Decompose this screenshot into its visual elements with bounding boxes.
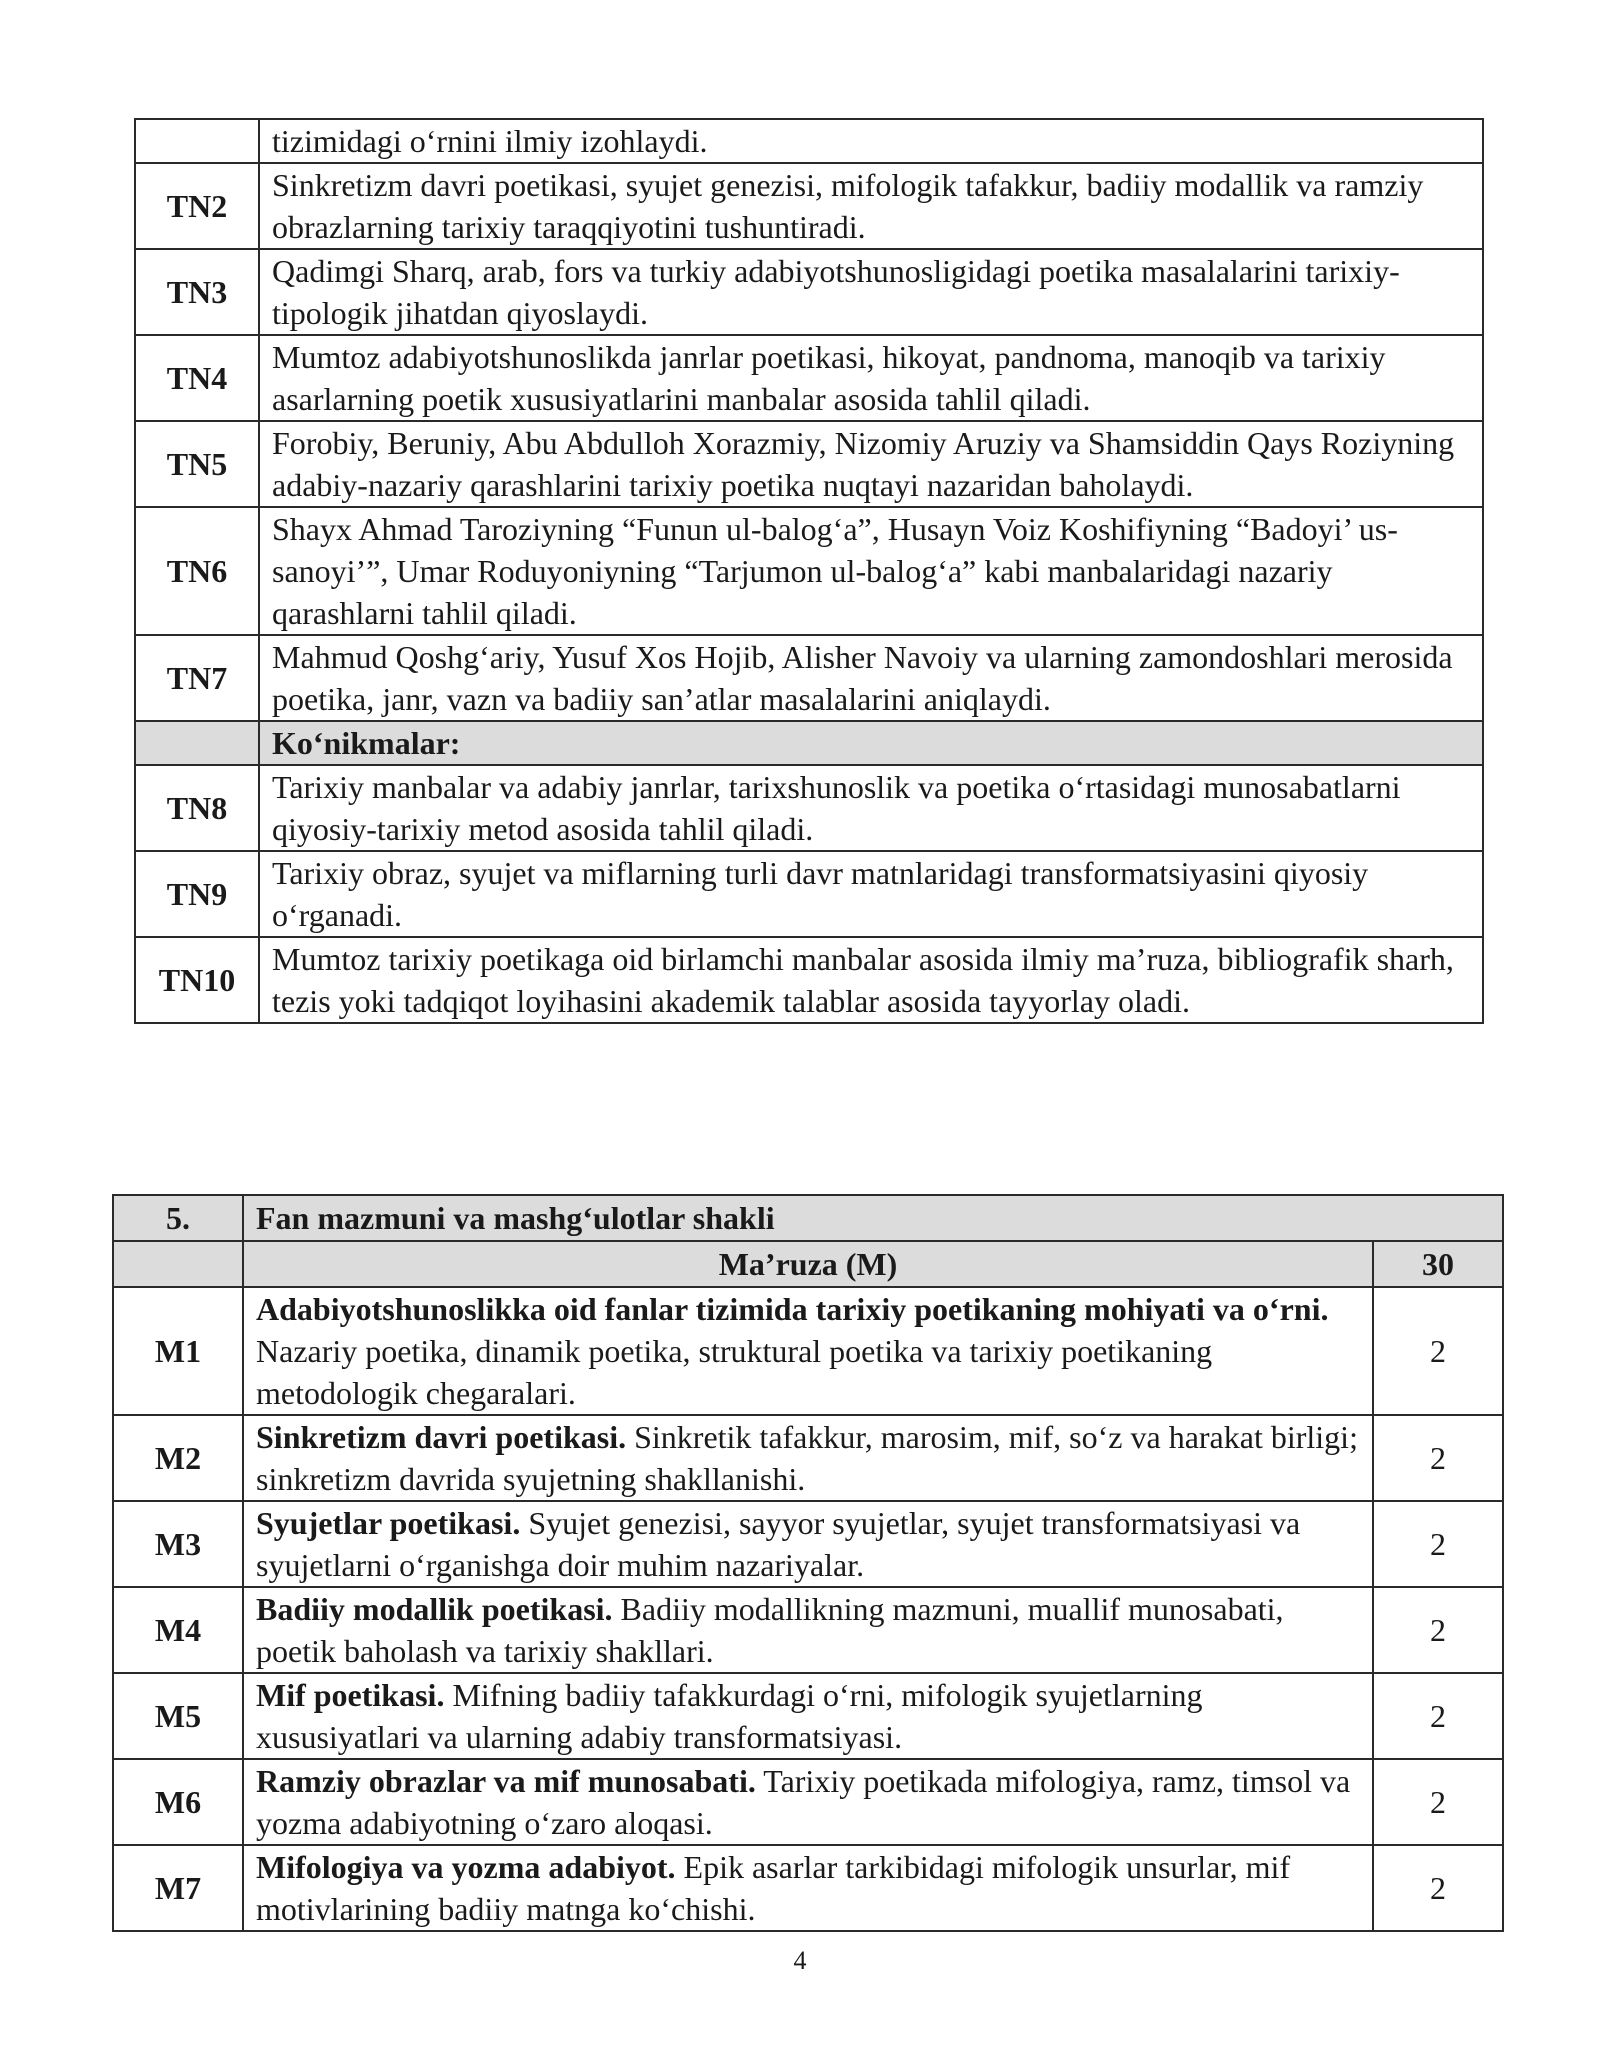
lecture-hours: 2 (1373, 1587, 1503, 1673)
outcome-text: Qadimgi Sharq, arab, fors va turkiy adabiyotshunosligidagi poetika masalalarini tarixiy-tipologik jihatdan qiyoslaydi. (259, 249, 1483, 335)
lecture-text: Badiiy modallikning mazmuni, muallif munosabati, poetik baholash va tarixiy shakllari. (256, 1591, 1284, 1669)
skills-header: Ko‘nikmalar: (259, 721, 1483, 765)
lecture-code: M7 (113, 1845, 243, 1931)
lecture-title: Mifologiya va yozma adabiyot. (256, 1849, 676, 1885)
lecture-code: M6 (113, 1759, 243, 1845)
outcome-code: TN4 (135, 335, 259, 421)
lecture-text: Nazariy poetika, dinamik poetika, struktural poetika va tarixiy poetikaning metodologik chegaralari. (256, 1333, 1213, 1411)
outcome-text: Tarixiy obraz, syujet va miflarning turli davr matnlaridagi transformatsiyasini qiyosiy o‘rganadi. (259, 851, 1483, 937)
table-row (135, 937, 1483, 1023)
lecture-text: Tarixiy poetikada mifologiya, ramz, timsol va yozma adabiyotning o‘zaro aloqasi. (256, 1763, 1351, 1841)
table-row (135, 421, 1483, 507)
lecture-label: Ma’ruza (M) (243, 1241, 1373, 1287)
lecture-code: M3 (113, 1501, 243, 1587)
lecture-text: Epik asarlar tarkibidagi mifologik unsurlar, mif motivlarining badiiy matnga ko‘chishi. (256, 1849, 1291, 1927)
lecture-title: Mif poetikasi. (256, 1677, 445, 1713)
outcome-text: Mumtoz adabiyotshunoslikda janrlar poetikasi, hikoyat, pandnoma, manoqib va tarixiy asarlarning poetik xususiyatlarini manbalar asosida tahlil qiladi. (259, 335, 1483, 421)
lecture-text: Syujet genezisi, sayyor syujetlar, syujet transformatsiyasi va syujetlarni o‘rganishga doir muhim nazariyalar. (256, 1505, 1301, 1583)
outcome-code: TN10 (135, 937, 259, 1023)
lecture-row (113, 1501, 1503, 1587)
table-row (135, 119, 1483, 163)
lecture-row (113, 1587, 1503, 1673)
table-row (135, 635, 1483, 721)
table-row (135, 851, 1483, 937)
lecture-total-hours: 30 (1373, 1241, 1503, 1287)
outcome-code: TN7 (135, 635, 259, 721)
outcome-code: TN5 (135, 421, 259, 507)
skills-header-empty-cell (135, 721, 259, 765)
lecture-description (243, 1845, 1373, 1931)
outcome-text: Mahmud Qoshg‘ariy, Yusuf Xos Hojib, Alisher Navoiy va ularning zamondoshlari merosida poetika, janr, vazn va badiiy san’atlar masalalarini aniqlaydi. (259, 635, 1483, 721)
lecture-hours: 2 (1373, 1415, 1503, 1501)
lecture-description (243, 1759, 1373, 1845)
table-row (135, 335, 1483, 421)
outcome-code: TN9 (135, 851, 259, 937)
section-header-row (113, 1195, 1503, 1241)
lecture-code: M4 (113, 1587, 243, 1673)
lecture-hours: 2 (1373, 1501, 1503, 1587)
section-number: 5. (113, 1195, 243, 1241)
lecture-description (243, 1673, 1373, 1759)
lecture-code: M2 (113, 1415, 243, 1501)
lecture-text: Mifning badiiy tafakkurdagi o‘rni, mifologik syujetlarning xususiyatlari va ularning adabiy transformatsiyasi. (256, 1677, 1203, 1755)
lecture-description (243, 1501, 1373, 1587)
lecture-row (113, 1845, 1503, 1931)
lecture-code: M1 (113, 1287, 243, 1415)
skills-header-row (135, 721, 1483, 765)
lecture-hours: 2 (1373, 1845, 1503, 1931)
page-number: 4 (793, 1946, 807, 1975)
lecture-hours: 2 (1373, 1287, 1503, 1415)
outcome-text: Shayx Ahmad Taroziyning “Funun ul-balog‘a”, Husayn Voiz Koshifiyning “Badoyi’ us-sanoyi’”, Umar Roduyoniyning “Tarjumon ul-balog‘a” kabi manbalaridagi nazariy qarashlarni tahlil qiladi. (259, 507, 1483, 635)
outcome-code: TN2 (135, 163, 259, 249)
course-content-table (112, 1194, 1504, 1932)
learning-outcomes-table (134, 118, 1484, 1024)
lecture-hours: 2 (1373, 1759, 1503, 1845)
lecture-hours: 2 (1373, 1673, 1503, 1759)
lecture-text: Sinkretik tafakkur, marosim, mif, so‘z va harakat birligi; sinkretizm davrida syujetning shakllanishi. (256, 1419, 1358, 1497)
lecture-title: Badiiy modallik poetikasi. (256, 1591, 613, 1627)
lecture-title: Sinkretizm davri poetikasi. (256, 1419, 627, 1455)
lecture-title: Syujetlar poetikasi. (256, 1505, 521, 1541)
lecture-description (243, 1287, 1373, 1415)
section-title: Fan mazmuni va mashg‘ulotlar shakli (243, 1195, 1503, 1241)
lecture-title: Adabiyotshunoslikka oid fanlar tizimida tarixiy poetikaning mohiyati va o‘rni. (256, 1291, 1329, 1327)
lecture-header-empty-cell (113, 1241, 243, 1287)
outcome-code: TN8 (135, 765, 259, 851)
lecture-title: Ramziy obrazlar va mif munosabati. (256, 1763, 756, 1799)
table-row (135, 765, 1483, 851)
lecture-row (113, 1287, 1503, 1415)
table-row (135, 163, 1483, 249)
outcome-text: Mumtoz tarixiy poetikaga oid birlamchi manbalar asosida ilmiy ma’ruza, bibliografik sharh, tezis yoki tadqiqot loyihasini akademik talablar asosida tayyorlay oladi. (259, 937, 1483, 1023)
outcome-text: Tarixiy manbalar va adabiy janrlar, tarixshunoslik va poetika o‘rtasidagi munosabatlarni qiyosiy-tarixiy metod asosida tahlil qiladi. (259, 765, 1483, 851)
lecture-code: M5 (113, 1673, 243, 1759)
lecture-header-row (113, 1241, 1503, 1287)
lecture-row (113, 1415, 1503, 1501)
outcome-text: tizimidagi o‘rnini ilmiy izohlaydi. (259, 119, 1483, 163)
outcome-code: TN3 (135, 249, 259, 335)
outcome-text: Forobiy, Beruniy, Abu Abdulloh Xorazmiy, Nizomiy Aruziy va Shamsiddin Qays Roziyning adabiy-nazariy qarashlarini tarixiy poetika nuqtayi nazaridan baholaydi. (259, 421, 1483, 507)
table-row (135, 507, 1483, 635)
outcome-text: Sinkretizm davri poetikasi, syujet genezisi, mifologik tafakkur, badiiy modallik va ramziy obrazlarning tarixiy taraqqiyotini tushuntiradi. (259, 163, 1483, 249)
lecture-description (243, 1587, 1373, 1673)
table-row (135, 249, 1483, 335)
lecture-row (113, 1673, 1503, 1759)
outcome-code: TN6 (135, 507, 259, 635)
lecture-row (113, 1759, 1503, 1845)
lecture-description (243, 1415, 1373, 1501)
outcome-code-cell (135, 119, 259, 163)
